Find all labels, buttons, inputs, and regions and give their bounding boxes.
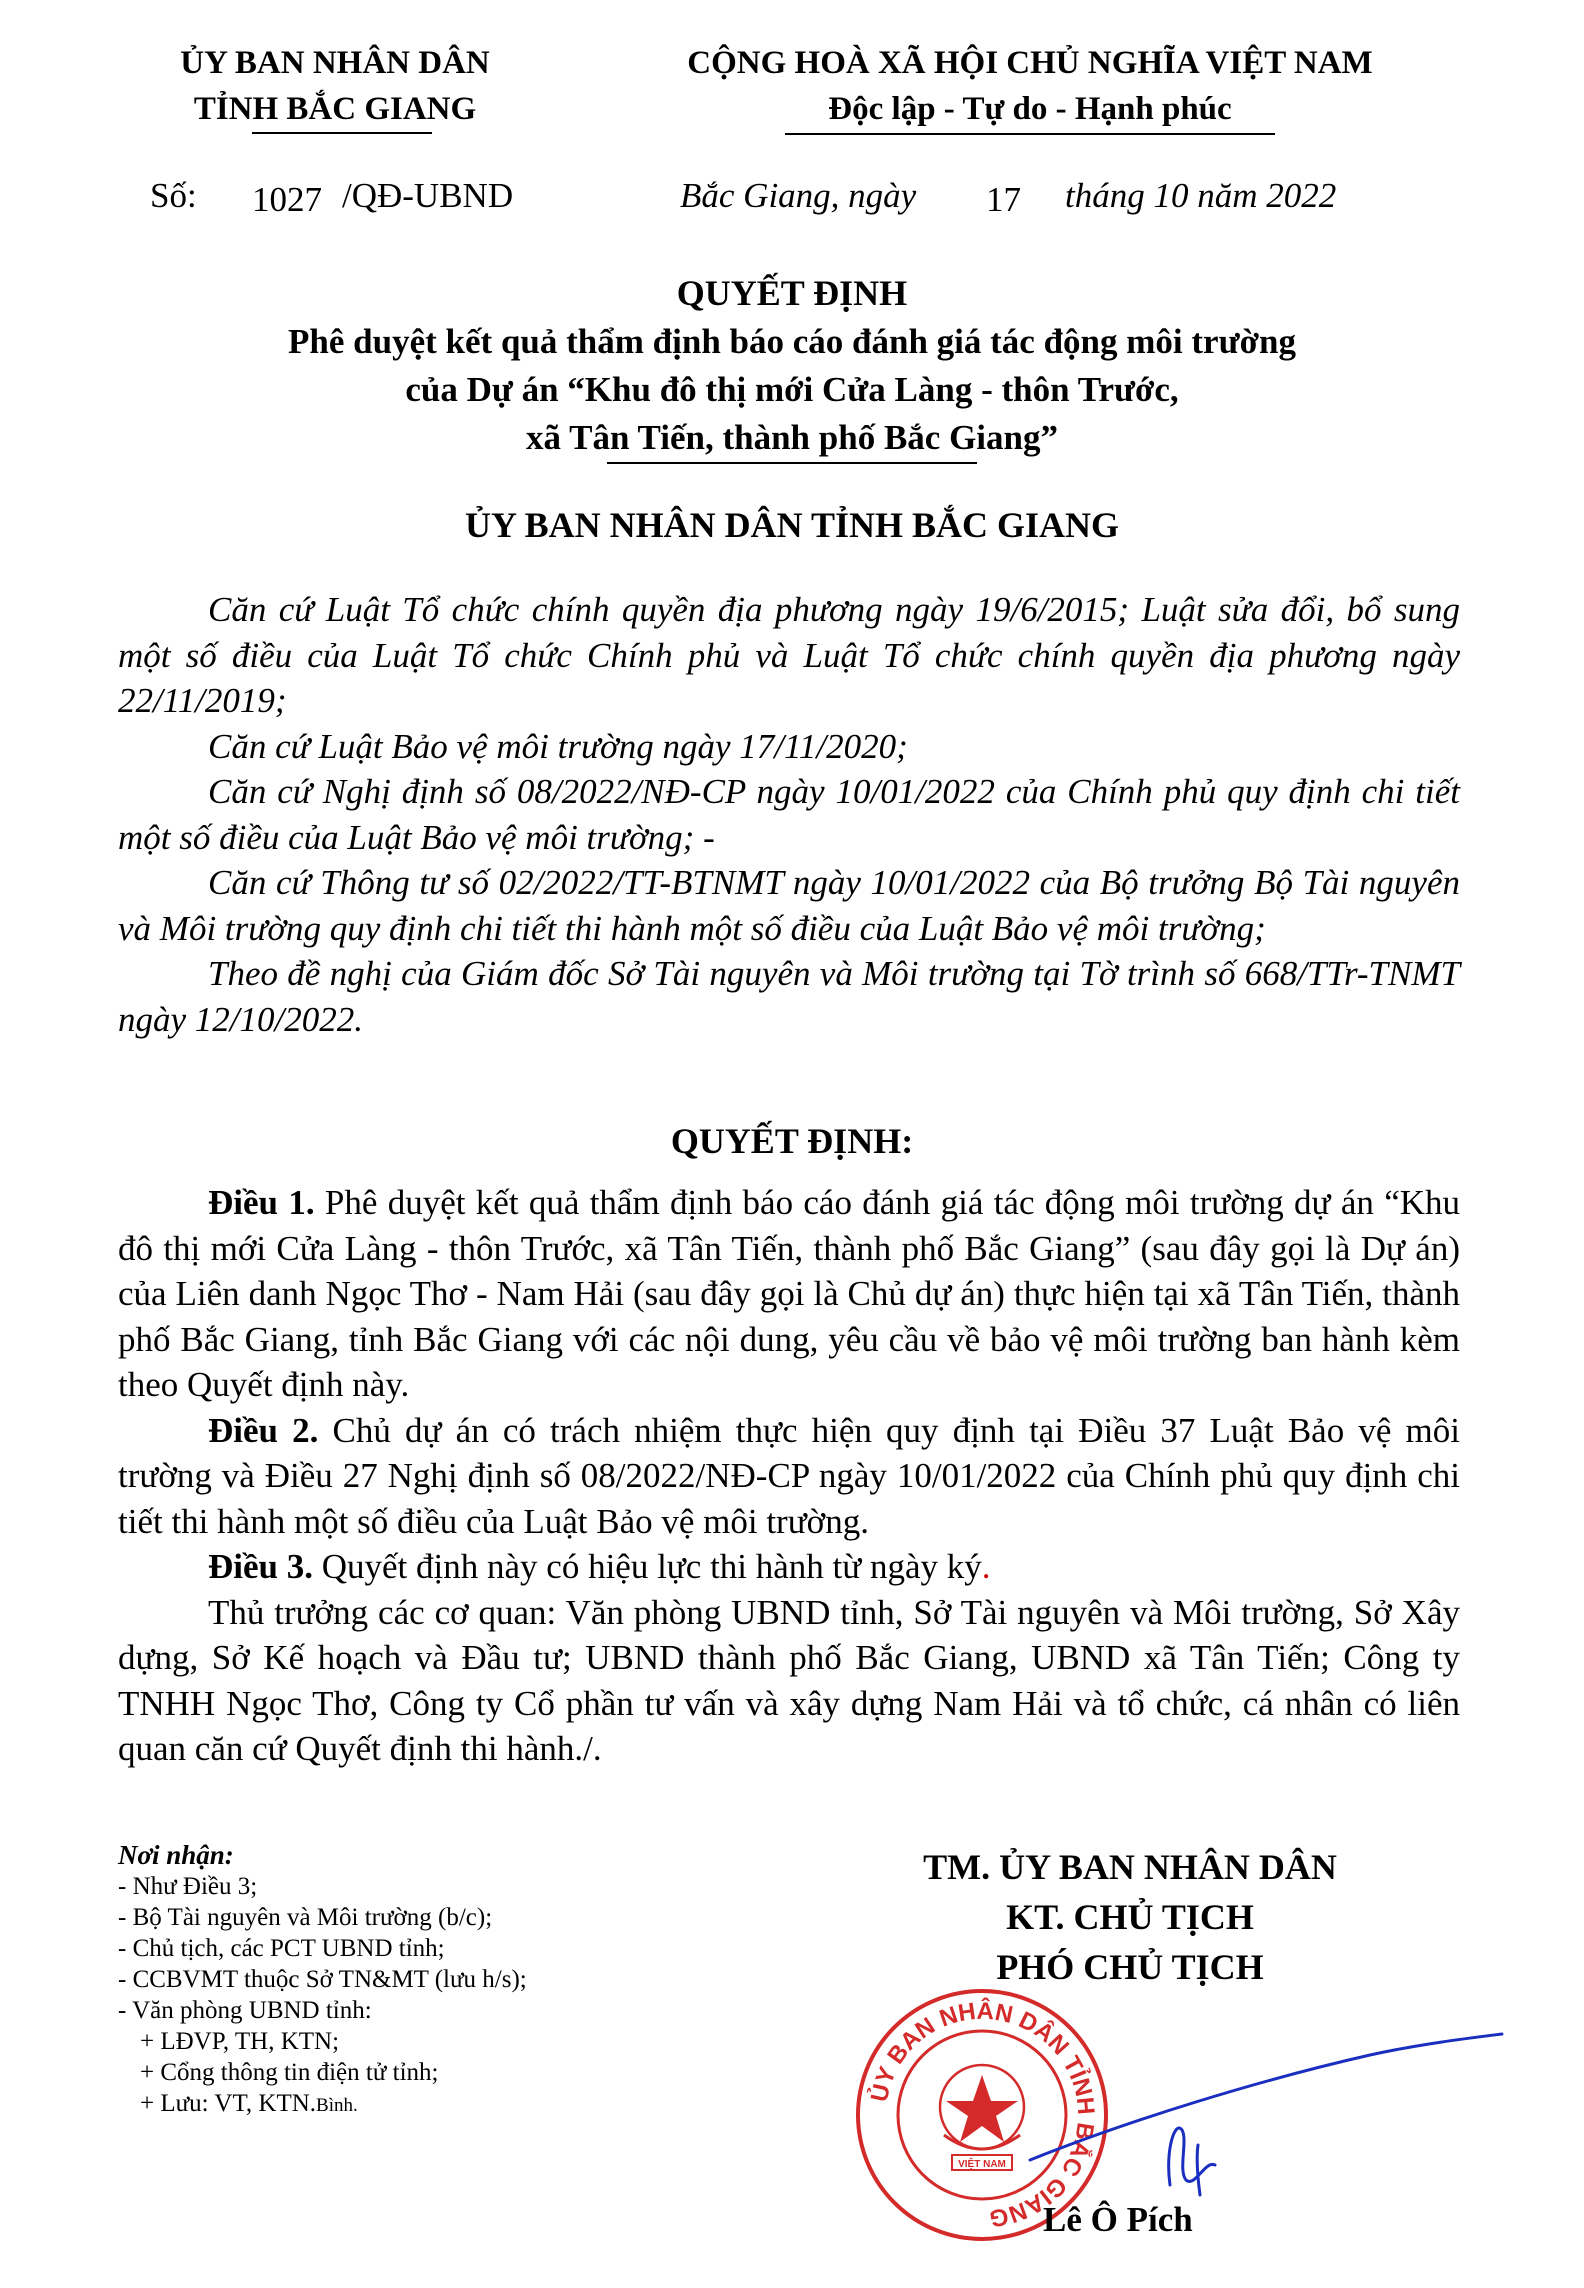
country-name: CỘNG HOÀ XÃ HỘI CHỦ NGHĨA VIỆT NAM xyxy=(687,45,1373,81)
motto-underline xyxy=(785,133,1275,135)
motto: Độc lập - Tự do - Hạnh phúc xyxy=(828,91,1232,127)
national-motto-header xyxy=(610,40,1450,132)
issuing-authority-header xyxy=(150,40,520,132)
signature-stroke xyxy=(1030,2034,1502,2160)
recipient-item: - Văn phòng UBND tỉnh: xyxy=(118,1997,372,2024)
archive-note: + Lưu: VT, KTN. xyxy=(140,2090,317,2117)
article-3-text: Quyết định này có hiệu lực thi hành từ ngày ký xyxy=(313,1547,982,1586)
drafter-initial: Bình. xyxy=(316,2095,358,2116)
date-suffix: tháng 10 năm 2022 xyxy=(1065,176,1337,215)
recipient-sub-item xyxy=(118,2088,678,2121)
article-2-text: Chủ dự án có trách nhiệm thực hiện quy định tại Điều 37 Luật Bảo vệ môi trường và Điều 27 Nghị định số 08/2022/NĐ-CP ngày 10/01/2022 của Chính phủ quy định chi tiết thi hành một số điều của Luật Bảo vệ môi trường. xyxy=(118,1410,1461,1541)
subtitle-line-3: xã Tân Tiến, thành phố Bắc Giang” xyxy=(525,418,1058,457)
recipients-list xyxy=(118,1840,678,2121)
legal-basis xyxy=(118,587,1460,1042)
article-1-text: Phê duyệt kết quả thẩm định báo cáo đánh giá tác động môi trường dự án “Khu đô thị mới Cửa Làng - thôn Trước, xã Tân Tiến, thành phố Bắc Giang” (sau đây gọi là Dự án) của Liên danh Ngọc Thơ - Nam Hải (sau đây gọi là Chủ dự án) thực hiện tại xã Tân Tiến, thành phố Bắc Giang, tỉnh Bắc Giang với các nội dung, yêu cầu về bảo vệ môi trường ban hành kèm theo Quyết định này. xyxy=(118,1183,1461,1404)
document-title: QUYẾT ĐỊNH xyxy=(676,273,908,313)
authority-line-1: ỦY BAN NHÂN DÂN xyxy=(180,45,490,81)
recipients-title: Nơi nhận: xyxy=(118,1840,234,1870)
article-2 xyxy=(118,1408,1460,1545)
basis-item: Căn cứ Luật Tổ chức chính quyền địa phương ngày 19/6/2015; Luật sửa đổi, bổ sung một số điều của Luật Tổ chức Chính phủ và Luật Tổ chức chính quyền địa phương ngày 22/11/2019; xyxy=(118,590,1460,720)
sign-line-2: KT. CHỦ TỊCH xyxy=(1006,1897,1254,1937)
signature-block xyxy=(850,1842,1410,1992)
signer-name: Lê Ô Pích xyxy=(1043,2200,1193,2239)
recipient-sub-item: + LĐVP, TH, KTN; xyxy=(140,2028,340,2055)
recipient-item: - Như Điều 3; xyxy=(118,1873,258,1900)
authority-line-2: TỈNH BẮC GIANG xyxy=(193,91,477,127)
basis-item: Căn cứ Luật Bảo vệ môi trường ngày 17/11/2020; xyxy=(208,726,908,766)
signature-tick xyxy=(1197,2145,1200,2195)
article-3-end: . xyxy=(981,1547,991,1586)
title-underline xyxy=(607,462,977,464)
article-2-label: Điều 2. xyxy=(208,1410,319,1450)
emblem-gear-icon xyxy=(944,2135,1020,2149)
recipient-item: - Bộ Tài nguyên và Môi trường (b/c); xyxy=(118,1904,493,1931)
article-1-label: Điều 1. xyxy=(208,1183,315,1222)
basis-item: Theo đề nghị của Giám đốc Sở Tài nguyên và Môi trường tại Tờ trình số 668/TTr-TNMT ngày 12/10/2022. xyxy=(118,954,1460,1039)
basis-item: Căn cứ Thông tư số 02/2022/TT-BTNMT ngày 10/01/2022 của Bộ trưởng Bộ Tài nguyên và Môi trường quy định chi tiết thi hành một số điều của Luật Bảo vệ môi trường; xyxy=(118,863,1460,948)
basis-item: Căn cứ Nghị định số 08/2022/NĐ-CP ngày 10/01/2022 của Chính phủ quy định chi tiết một số điều của Luật Bảo vệ môi trường; - xyxy=(118,772,1460,857)
date-prefix: Bắc Giang, ngày xyxy=(680,176,917,215)
sign-line-1: TM. ỦY BAN NHÂN DÂN xyxy=(923,1847,1337,1887)
signature-flourish xyxy=(1169,2128,1215,2185)
doc-number: 1027 xyxy=(252,180,322,219)
closing-paragraph: Thủ trưởng các cơ quan: Văn phòng UBND tỉnh, Sở Tài nguyên và Môi trường, Sở Xây dựng, Sở Kế hoạch và Đầu tư; UBND thành phố Bắc Giang, UBND xã Tân Tiến; Công ty TNHH Ngọc Thơ, Công ty Cổ phần tư vấn và xây dựng Nam Hải và tổ chức, cá nhân có liên quan căn cứ Quyết định thi hành./. xyxy=(118,1592,1460,1768)
sign-line-3: PHÓ CHỦ TỊCH xyxy=(996,1947,1264,1987)
article-1 xyxy=(118,1180,1460,1408)
recipient-item: - Chủ tịch, các PCT UBND tỉnh; xyxy=(118,1935,445,1962)
doc-code: /QĐ-UBND xyxy=(342,176,514,215)
decision-heading: QUYẾT ĐỊNH: xyxy=(670,1121,914,1161)
subtitle-line-1: Phê duyệt kết quả thẩm định báo cáo đánh giá tác động môi trường xyxy=(288,322,1296,361)
recipient-item: - CCBVMT thuộc Sở TN&MT (lưu h/s); xyxy=(118,1966,527,1993)
seal-ring-text-path: ỦY BAN NHÂN DÂN TỈNH BẮC GIANG xyxy=(865,1997,1100,2232)
article-3 xyxy=(118,1544,1460,1590)
subtitle-line-2: của Dự án “Khu đô thị mới Cửa Làng - thôn Trước, xyxy=(405,370,1179,409)
doc-number-label: Số: xyxy=(150,176,197,215)
emblem-ribbon-text: VIỆT NAM xyxy=(958,2159,1006,2170)
authority-heading: ỦY BAN NHÂN DÂN TỈNH BẮC GIANG xyxy=(464,505,1120,545)
handwritten-signature xyxy=(1010,2010,1510,2230)
document-subtitle xyxy=(100,318,1484,462)
date-day: 17 xyxy=(986,180,1021,219)
emblem-star-icon xyxy=(946,2075,1018,2142)
recipient-sub-item: + Cổng thông tin điện tử tỉnh; xyxy=(140,2059,439,2086)
decision-articles xyxy=(118,1180,1460,1772)
authority-underline xyxy=(252,132,432,134)
article-3-label: Điều 3. xyxy=(208,1547,313,1586)
